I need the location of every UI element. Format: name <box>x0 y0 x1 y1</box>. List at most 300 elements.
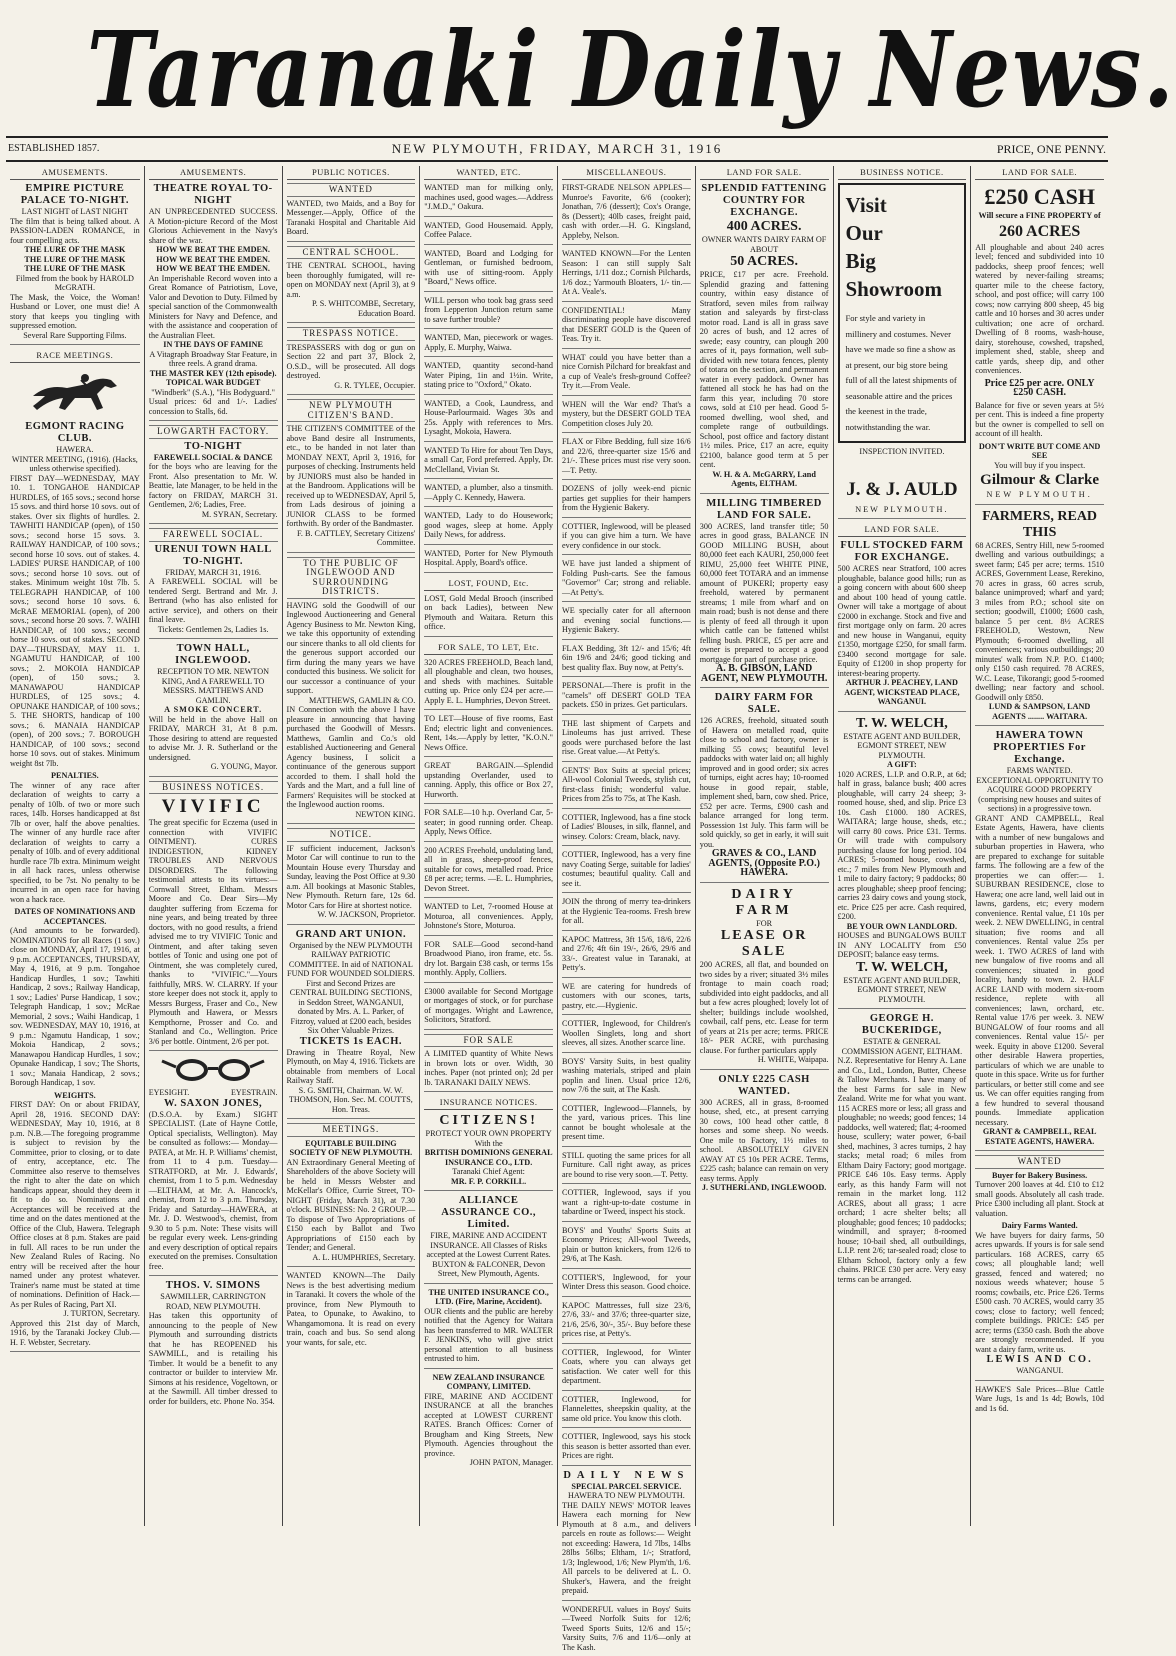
ad-heading: NOTICE. <box>287 828 416 842</box>
ad-buy: You will buy if you inspect. <box>975 461 1104 471</box>
ad-title: THOS. V. SIMONS <box>149 1280 278 1292</box>
column-land-for-sale-1 <box>695 166 833 1526</box>
ad-signature: GRAVES & CO., LAND AGENTS, (Opposite P.O.) HAWERA. <box>700 849 829 878</box>
misc-item: COTTIER, Inglewood, says his stock this season is better assorted than ever. Prices are right. <box>562 1432 691 1466</box>
penalties-heading: PENALTIES. <box>10 771 140 781</box>
ad-line: THE LURE OF THE MASK <box>10 245 140 255</box>
ad-text: FIRE, MARINE AND ACCIDENT INSURANCE. All Classes of Risks accepted at the Lowest Current Rates. <box>424 1231 553 1260</box>
misc-item: COTTIER, Inglewood, says if you want a right-up-to-date costume in tabardine or Tweed, inspect his stock. <box>562 1188 691 1222</box>
wanted-item: WANTED, a plumber, also a tinsmith.—Apply C. Kennedy, Hawera. <box>424 483 553 507</box>
auld-place: NEW PLYMOUTH. <box>838 505 967 515</box>
eyesight-label: EYESIGHT. <box>149 1088 190 1098</box>
ad-sub: FARMS WANTED. <box>975 766 1104 776</box>
ad-line: "Windberk" (S.A.), "His Bodyguard." <box>149 388 278 398</box>
lost-item: LOST, Gold Medal Brooch (inscribed on back Ladies), between New Plymouth and Waitara. Return this office. <box>424 594 553 637</box>
ad-title: FULL STOCKED FARM FOR EXCHANGE. <box>838 540 967 564</box>
ad-title: TOWN HALL, INGLEWOOD. <box>149 643 278 667</box>
wanted-item: WANTED, Good Housemaid. Apply, Coffee Palace. <box>424 221 553 245</box>
column-heading: MISCELLANEOUS. <box>562 166 691 180</box>
welch-ad <box>838 716 967 1010</box>
simons-sawmill-ad <box>149 1280 278 1410</box>
ad-text: An Imperishable Record woven into a Great Romance of Patriotism, Love, Valor and Devotion to Duty. Filmed by special sanction of the Commonwealth Ministers for Navy and Defence, and with the assistance and cooperation of the Australian Fleet. <box>149 274 278 340</box>
column-miscellaneous <box>557 166 695 1526</box>
farmers-ad <box>975 509 1104 727</box>
ad-text: 300 ACRES, land transfer title; 50 acres in good grass, BALANCE IN GOOD MILLING BUSH, about 80,000 feet each KAURI, 250,000 feet RIMU, 25,000 feet WHITE PINE, 60,000 feet TOTARA and an immense amount of PUKERI; property easy freehold, watered by permanent streams; 1 mile from wharf and on main road; bush is not dense and there is plenty of feed all through it upon which cattle can be fattened whilst felling bush. PRICE, £5 per acre and owner is prepared to accept a good mortgage for part of purchase price. <box>700 522 829 664</box>
egmont-racing-ad <box>10 421 140 1352</box>
sale-item: TO LET—House of five rooms, East End; electric light and conveniences. Rent, 14s.—Apply by letter, "K.O.N." News Office. <box>424 714 553 757</box>
empire-picture-ad <box>10 183 140 345</box>
ad-heading: CENTRAL SCHOOL. <box>287 246 416 260</box>
lowgarth-factory-ad <box>149 425 278 524</box>
ad-text: Organised by the NEW PLYMOUTH RAILWAY PATRIOTIC COMMITTEE. In aid of NATIONAL FUND FOR WOUNDED SOLDIERS. First and Second Prizes are CENTRAL BUILDING SECTIONS, in Seddon Street, WANGANUI, donated by Mrs. A. L. Parker, of Fitzroy, valued at £200 each, besides Six Other Valuable Prizes. <box>287 941 416 1036</box>
ad-names: S. G. SMITH, Chairman. W. W. THOMSON, Hon. Sec. M. COUTTS, Hon. Treas. <box>287 1086 416 1115</box>
ad-heading: NEW PLYMOUTH CITIZEN'S BAND. <box>287 399 416 422</box>
misc-item: FLAX Bedding, 3ft 12/- and 15/6; 4ft 6in 19/6 and 24/6; good ticking and best quality flax. Buy now, at Petty's. <box>562 644 691 678</box>
sale-item: FOR SALE—Good second-hand Broadwood Piano, iron frame, etc. 5s. dry lot. Bargain £38 cash, or terms 15s monthly. Apply, Colliers. <box>424 940 553 983</box>
ad-text: 300 ACRES, all in grass, 8-roomed house, shed, etc., at present carrying 30 cows, 100 head other cattle, 8 horses and some sheep. No weeds. One mile to Factory, 1½ miles to school. <box>700 1098 829 1155</box>
ad-sub: FAREWELL SOCIAL & DANCE <box>149 453 278 463</box>
misc-item: WANTED KNOWN—For the Lenten Season: I can still supply Salt Herrings, 1/11 doz.; Cornish Pilchards, 1/6 doz.; Yarmouth Bloaters, 1/- tin.—At A. Veale's. <box>562 249 691 302</box>
misc-item: COTTIER, Inglewood, has a very fine navy Coating Serge, suitable for ladies' costumes; beautiful quality. Call and see it. <box>562 850 691 893</box>
ad-dont: DON'T WRITE BUT COME AND SEE <box>975 442 1104 461</box>
ad-title: VIVIFIC <box>149 796 278 818</box>
masthead <box>0 0 1114 140</box>
stocked-farm-ad <box>838 540 967 712</box>
column-public-notices <box>282 166 420 1526</box>
showroom-word: Showroom <box>846 275 959 303</box>
sale-item: 200 ACRES Freehold, undulating land, all in grass, sheep-proof fences, suitable for cows, metalled road. Price £8 per acre; terms. —E. L. Humphries, Devon Street. <box>424 846 553 899</box>
misc-item: COTTIER, Inglewood, has a fine stock of Ladies' Blouses, in silk, flannel, and winsey. Colors: Cream, black, navy. <box>562 813 691 847</box>
section-heading: LOST, FOUND, Etc. <box>424 577 553 591</box>
ad-text: All ploughable and about 240 acres level; fenced and subdivided into 10 paddocks, sheep proof fences; well watered by never-failing streams; quarter mile to the cheese factory, school, and post office; will carry 100 cows; now carrying 800 sheep, 45 big cattle and 10 horses and 30 acres under cultivation; one acre of orchard. Dwelling of 8 rooms, wash-house, dairy, storehouse, cowshed, trapshed, implement shed, stable, sheep and cattle yards, sheep dip, and other conveniences. <box>975 243 1104 376</box>
ad-signature: M. SYRAN, Secretary. <box>149 510 278 520</box>
ad-heading: FAREWELL SOCIAL. <box>149 528 278 542</box>
ad-signature: A. B. GIBSON, LAND AGENT, NEW PLYMOUTH. <box>700 664 829 683</box>
wanted-item: WANTED To Hire for about Ten Days, a small Car, Ford preferred. Apply, Dr. McClelland, Vivian St. <box>424 446 553 480</box>
ad-heading: BUSINESS NOTICES. <box>149 781 278 795</box>
hawera-properties-ad <box>975 730 1104 1151</box>
hospital-wanted-notice <box>287 183 416 242</box>
section-heading: LAND FOR SALE. <box>838 523 967 537</box>
ad-signature: NEWTON KING. <box>287 810 416 820</box>
ad-line: Several Rare Supporting Films. <box>10 331 140 341</box>
wanted-item: WANTED, quantity second-hand Water Piping, 1in and 1½in. Write, stating price to "Oxford," Okato. <box>424 361 553 395</box>
ad-line: THE LURE OF THE MASK <box>10 264 140 274</box>
auld-ad <box>838 447 967 519</box>
ad-line: HOW WE BEAT THE EMDEN. <box>149 245 278 255</box>
showroom-word: Our <box>846 219 959 247</box>
ad-title: LEASE OR SALE <box>700 928 829 960</box>
ad-text: 68 ACRES, Sentry Hill, new 5-roomed dwelling and various outbuildings; a sweet farm; £45 per acre; terms. 1510 ACRES, Government Lease, Rerekino, 70 acres in grass, 60 acres scrub, balance unimproved; wharf and yard; 3 miles from P.O.; school site on section; goodwill, £1000; £600 cash, balance 5 per cent. 8½ ACRES FREEHOLD, Westown, New Plymouth; 6-roomed dwelling, all conveniences; various outbuildings; 20 minutes' walk from N.P. P.O. £1400; only £150 cash required. 78 ACRES, W.C. Lease, Tikorangi; good 5-roomed dwelling; near factory and school. Goodwill only £850. <box>975 541 1104 702</box>
bakery-wanted-ad <box>975 1155 1104 1381</box>
ad-agent: MR. F. P. CORKILL. <box>424 1177 553 1187</box>
wanted-item: WANTED, Porter for New Plymouth Hospital. Apply, Board's office. <box>424 549 553 573</box>
ad-phone: Phone No. 354. <box>224 1397 275 1406</box>
ad-text: AN Extraordinary General Meeting of Shareholders of the above Society will be held in Messrs Webster and McKellar's Office, Currie Street, TO-NIGHT (Friday, March 31), at 7.30 o'clock. BUSINESS: No. 2 GROUP.—To dispose of Two Appropriations of £150 each by Ballot and Two Appropriations of £150 each by Tender; and General. <box>287 1158 416 1253</box>
wanted-item: WANTED man for milking only, machines used, good wages.—Address "J.M.D.," Oakura. <box>424 183 553 217</box>
ad-price: Price £25 per acre. ONLY £250 CASH. <box>975 379 1104 398</box>
parcel-service-ad <box>562 1470 691 1601</box>
newsprint-sale <box>424 1034 553 1093</box>
wanted-item: WANTED, Board and Lodging for Gentleman, or furnished bedroom, with use of sitting-room. Apply "Board," News office. <box>424 249 553 292</box>
buckeridge-ad <box>838 1013 967 1288</box>
lease-or-sale-ad <box>700 887 829 1070</box>
section-heading: FOR SALE, TO LET, Etc. <box>424 641 553 655</box>
urenui-social-ad <box>149 528 278 639</box>
ad-text: THE CENTRAL SCHOOL, having been thoroughly fumigated, will re-open on MONDAY next (April 3), at 9 a.m. <box>287 261 416 299</box>
column-heading: PUBLIC NOTICES. <box>287 166 416 180</box>
alliance-assurance-ad <box>424 1195 553 1284</box>
inglewood-reception-ad <box>149 643 278 777</box>
ad-text: OUR clients and the public are hereby notified that the Agency for Waitara has been transferred to MR. WALTER F. JENKINS, who will give strict personal attention to all business entrusted to him. <box>424 1307 553 1364</box>
eyestrain-label: EYESTRAIN. <box>231 1088 277 1098</box>
ad-signature: G. YOUNG, Mayor. <box>149 762 278 772</box>
ad-text: Turnover 200 loaves at 4d. £10 to £12 small goods. Absolutely all cash trade. Price £300 including all plant. Stock at valuation. <box>975 1180 1104 1218</box>
ad-sub: A SMOKE CONCERT. <box>149 705 278 715</box>
ad-heading: TO THE PUBLIC OF INGLEWOOD AND SURROUNDING DISTRICTS. <box>287 557 416 599</box>
ad-signature: LUND & SAMPSON, LAND AGENTS ........ WAITARA. <box>975 702 1104 721</box>
ad-title: T. W. WELCH, <box>838 716 967 732</box>
ad-sub: TO-NIGHT. <box>149 556 278 568</box>
ad-title: SPLENDID FATTENING COUNTRY FOR EXCHANGE. <box>700 183 829 219</box>
ad-line: A Vitagraph Broadway Star Feature, in three reels. A grand drama. <box>149 350 278 369</box>
ad-text: N.Z. Representative for Henry A. Lane and Co., Ltd., London, Butter, Cheese & Tallow Merchants. I have many of the best Farms for sale in New Zealand. Write me for what you want. 115 ACRES more or less; all grass and ploughable; no weeds; good fences; 14 paddocks, well watered; flat; 4-roomed house, scullery; water power, 6-bail shed, machines, 3 acres turnips, 2 hay stacks; metal road; 6 miles from Eltham Dairy Factory; good mortgage. PRICE £46 10s. Easy terms. Apply early, as this handy Farm will not remain in the market long. 112 ACRES, about all grass; 1 acre orchard; 1 acre shelter belts; all ploughable; good fences; 10 paddocks; windmill, and sprayer; 8-roomed house; 10-bail shed, all outbuildings, L.I.P. rent 2/6; tar-sealed road; close to Eltham School, factory only a few chains. PRICE £30 per acre. Very easy terms can be arranged. <box>838 1056 967 1284</box>
ad-signature: MATTHEWS, GAMLIN & CO. <box>287 696 416 706</box>
ad-with: With the <box>424 1139 553 1149</box>
ad-sub: OWNER WANTS DAIRY FARM OF ABOUT <box>700 235 829 254</box>
ad-title: Dairy Farms Wanted. <box>975 1221 1104 1231</box>
ad-text: 200 ACRES, all flat, and bounded on two sides by a river; situated 3½ miles frontage to main coach road; subdivided into eight paddocks, and all but a few acres ploughed; lovely lot of shelter; buildings include woolshed, cowbail, calf pens, etc. Lease for term of years at 21s per acre; terms. PRICE 18/- PER ACRE, with purchasing clause. For further particulars apply <box>700 960 829 1055</box>
column-heading: WANTED, ETC. <box>424 166 553 180</box>
dateline-rule <box>6 160 1108 162</box>
ad-signature: J. TURTON, Secretary. <box>10 1309 140 1319</box>
ad-text: Has taken this opportunity of announcing to the people of New Plymouth and surrounding districts that he has REOPENED his SAWMILL, and is retailing his Timber. It would be a benefit to any contractor or builder to interview Mr. Simons at his residence, Vogeltown, or at the Sawmill. All timber dressed to order for builders, etc. <box>149 1311 278 1406</box>
ad-title: DAIRY FARM FOR SALE. <box>700 692 829 716</box>
ad-text: 500 ACRES near Stratford, 100 acres ploughable, balance good hills; run as a going concern with about 600 sheep and about 100 head of young cattle. Owner will take a mortgage of about £2000 in exchange. Stock and five and first mortgage only on farm. 20 acres and new house in Wanganui, equity £1350, mortgage £250, for small farm. £3400 second mortgage for sale. Equity of £1200 in shop property for interest-bearing property. <box>838 564 967 678</box>
ad-signature-sub: ESTATE AGENT AND BUILDER, EGMONT STREET, NEW PLYMOUTH. <box>838 976 967 1005</box>
ad-signature: A. L. HUMPHRIES, Secretary. <box>287 1253 416 1263</box>
ad-title: NEW ZEALAND INSURANCE COMPANY, LIMITED. <box>424 1373 553 1392</box>
spectacles-icon <box>158 1055 268 1085</box>
sale-item: 320 ACRES FREEHOLD, Beach land, all ploughable and clean, two houses, and sheds with machines. Suitable cutting up. Price only £24 per acre.—Apply E. L. Humphries, Devon Street. <box>424 658 553 711</box>
loan-item: £3000 available for Second Mortgage or mortgages of stock, or for purchase of mortgages. Wright and Lawrence, Solicitors, Stratford. <box>424 987 553 1030</box>
ad-text: for the boys who are leaving for the Front. Also presentation to Mr. W. Beattie, late Manager, to be held in the factory on FRIDAY, MARCH 31. Gentlemen, 2/6; Ladies, Free. <box>149 462 278 509</box>
dairy-farm-sale-ad <box>700 692 829 883</box>
saxon-jones-ad <box>149 1055 278 1276</box>
milling-timber-ad <box>700 498 829 689</box>
ad-title: THEATRE ROYAL TO-NIGHT <box>149 183 278 207</box>
column-heading: AMUSEMENTS. <box>10 166 140 180</box>
sale-item: WANTED to Let, 7-roomed House at Moturoa, all conveniences. Apply, Johnstone's Store, Moturoa. <box>424 902 553 936</box>
showroom-word: Visit <box>846 191 959 219</box>
ad-title: MILLING TIMBERED LAND FOR SALE. <box>700 498 829 522</box>
ad-title: CITIZENS! <box>424 1113 553 1129</box>
ad-text: IF sufficient inducement, Jackson's Motor Car will continue to run to the Mountain House every Thursday and Sunday, leaving the Post Office at 9.30 a.m. All bookings at Masonic Stables, New Plymouth. Return fare, 12s 6d. Motor Cars for Hire at shortest notice. <box>287 844 416 910</box>
ad-agent-label: Taranaki Chief Agent: <box>424 1167 553 1177</box>
ad-line: The Mask, the Voice, the Woman! Husband or Lover, one must die! A story that keeps you tingling with suppressed emotion. <box>10 293 140 331</box>
ad-title: DAIRY FARM <box>700 887 829 919</box>
misc-item: KAPOC Mattresses, full size 23/6, 27/6, 33/- and 37/6; three-quarter size, 21/6, 25/6, 30/-, 35/-. Buy before these prices rise, at Petty's. <box>562 1301 691 1344</box>
ad-text: 126 ACRES, freehold, situated south of Hawera on metalled road, quite close to school and factory, owner is milking 55 cows; beautiful level paddocks with water laid on; all highly improved and in good order; six acres of turnips, eight acres hay; 10-roomed house in good repair, stable, implement shed, barn, cow shed. Price, £52 per acre. Terms, £900 cash and balance arranged for long term. Possession 1st July. This farm will be sold quickly, so get in early, it will suit you. <box>700 716 829 849</box>
ad-signature: J. SUTHERLAND, INGLEWOOD. <box>700 1183 829 1193</box>
ad-sub: WINTER MEETING, (1916). (Hacks, unless otherwise specified). <box>10 455 140 474</box>
ad-heading: MEETINGS. <box>287 1123 416 1137</box>
ad-text: Will be held in the above Hall on FRIDAY, MARCH 31, At 8 p.m. Those desiring to attend are requested to advise Mr. J. R. Sutherland or the undersigned. <box>149 715 278 762</box>
ad-heading: FOR SALE <box>424 1034 553 1048</box>
showroom-word: Big <box>846 247 959 275</box>
ad-line: Filmed from the book by HAROLD McGRATH. <box>10 274 140 293</box>
misc-item: COTTIER, Inglewood, for Children's Woollen Singlets, long and short sleeves, all sizes. Another scarce line. <box>562 1019 691 1053</box>
ad-tickets: TICKETS 1s EACH. <box>287 1036 416 1048</box>
section-heading: RACE MEETINGS. <box>10 349 140 363</box>
ad-title: DAILY NEWS <box>562 1470 691 1482</box>
misc-item: THE last shipment of Carpets and Linoleums has just arrived. These goods were purchased before the last rise. Great value.—At Petty's. <box>562 719 691 762</box>
ad-line: HOW WE BEAT THE EMDEN. <box>149 255 278 265</box>
misc-item: GENTS' Box Suits at special prices; All-wool Colonial Tweeds, stylish cut, first-class finish; wonderful value. Prices from 25s to 75s, at The Kash. <box>562 766 691 809</box>
ad-text: WANTED, two Maids, and a Boy for Messenger.—Apply, Office of the Taranaki Hospital and Charitable Aid Board. <box>287 199 416 237</box>
misc-item: WE specially cater for all afternoon and evening social functions.—Hygienic Bakery. <box>562 606 691 640</box>
ad-signature: LEWIS AND CO. <box>975 1354 1104 1366</box>
misc-item: WHAT could you have better than a nice Cornish Pilchard for breakfast and a cup of Veale's fresh-ground Coffee? Try it.—From Veale. <box>562 353 691 396</box>
ad-line: LAST NIGHT of LAST NIGHT <box>10 207 140 217</box>
vivific-ad <box>149 781 278 1052</box>
ad-line: TOPICAL WAR BUDGET <box>149 378 278 388</box>
wanted-item: WANTED, Lady to do Housework; good wages, sleep at home. Apply Daily News, for address. <box>424 511 553 545</box>
misc-item: BOYS' Varsity Suits, in best quality washing materials, striped and plain poplin and linen. Usual price 12/6, now 7/6 the suit, at The Kash. <box>562 1057 691 1100</box>
ad-text: AN UNPRECEDENTED SUCCESS. A Motion-picture Record of the Most Glorious Achievement in the Navy's share of the war. <box>149 207 278 245</box>
ad-text: Usual prices: 6d and 1/-. Ladies' concession to Stalls, 6d. <box>149 397 278 416</box>
ad-text: FIRST DAY—WEDNESDAY, MAY 10. 1. TONGAHOE HANDICAP HURDLES, of 165 sovs.; second horse 15 sovs. and third horse 10 sovs. out of stakes. Over six flights of hurdles. 2. TAWHITI HANDICAP (open), of 150 sovs.; second horse 15 sovs. 3. RAILWAY HANDICAP, of 100 sovs.; second horse 10 sovs. out of stakes. 4. LADIES' PURSE HANDICAP, of 100 sovs.; second horse 10 sovs. out of stakes. Minimum weight 10st 7lb. 5. TELEGRAPH HANDICAP, of 100 sovs.; second horse 10 sovs. 6. McRAE MEMORIAL (open), of 200 sovs.; second horse 20 sovs. 7. WAIHI HANDICAP, of 100 sovs.; second horse 10 sovs. out of stakes. SECOND DAY—THURSDAY, MAY 11. 1. NGAMUTU HANDICAP, of 100 sovs.; 2. MOKOIA HANDICAP (open), of 150 sovs.; 3. MANAWAPOU HANDICAP HURDLES, of 125 sovs.; 4. OPUNAKE HANDICAP, of 100 sovs.; 5. THE SHORTS, handicap of 100 sovs.; 6. MANAIA HANDICAP (open), of 200 sovs.; 7. BOROUGH HANDICAP, of 100 sovs.; second horse 10 sovs. out of stakes. Minimum weight 8st 7lb. <box>10 474 140 768</box>
misc-item: KAPOC Mattress, 3ft 15/6, 18/6, 22/6 and 27/6; 4ft 6in 19/-, 26/6, 29/6 and 33/-. Greatest value in Taranaki, at Petty's. <box>562 935 691 978</box>
ad-tickets: Tickets: Gentlemen 2s, Ladies 1s. <box>149 625 278 635</box>
masthead-title: Taranaki Daily News. <box>87 14 1028 126</box>
misc-item: WHEN will the War end? That's a mystery, but the DESERT GOLD TEA Competition closes July 20. <box>562 400 691 434</box>
ad-text: The great specific for Eczema (used in connection with VIVIFIC OINTMENT). CURES INDIGESTION, KIDNEY TROUBLES AND NERVOUS DISORDERS. The following testimonial attests to its virtues:— Cornwall Street, Eltham. Messrs Moore and Co. Dear Sirs—My daughter suffering from Eczema for nine years, and being treated by three doctors, with no good results, a friend advised me to try VIVIFIC Tonic and Ointment, and after taking seven bottles of Tonic and using one pot of Ointment, she was completely cured, thanks to "VIVIFIC."—Yours faithfully, MRS. W. CLARRY. If your store keeper does not stock it, apply to Messrs Burgess, Fraser and Co., New Plymouth and Hawera, or Messrs Kempthorne, Prosser and Co. and Stanland and Co., Wellington. Price 3/6 per bottle. Ointment, 2/6 per pot. <box>149 818 278 1046</box>
ad-text: The winner of any race after declaration of weights to carry a penalty of 10lb. of two or more such races, 14lb. Horses handicapped at 8st 7lb or over, half the above penalties. The winner of any hurdle race after declaration of weights to carry a penalty of 10lb. and of every additional hurdle race 7lb extra. Minimum weight in all hack races, unless otherwise specified, to be 7st. No penalty to be incurred in an open race for having won a hack race. <box>10 781 140 904</box>
ad-sub: SAWMILLER, CARRINGTON ROAD, NEW PLYMOUTH. <box>149 1292 278 1311</box>
ad-heading: WANTED <box>975 1155 1104 1169</box>
column-business-notice <box>833 166 971 1526</box>
ad-text: HOUSES and BUNGALOWS BUILT IN ANY LOCALITY from £50 DEPOSIT; balance easy terms. <box>838 931 967 959</box>
ad-text: THE CITIZEN'S COMMITTEE of the above Band desire all Instruments, etc., to be handed in not later than MONDAY NEXT, April 3, 1916, for purposes of checking. Instruments held by JUNIORS must also be handed in at the Bandroom. Applications will be received up to WEDNESDAY, April 5, from Lads desirous of joining a JUNIOR CLASS to be formed forthwith. By order of the Bandmaster. <box>287 424 416 528</box>
price-note: PRICE, ONE PENNY. <box>997 142 1106 157</box>
ad-signature: T. W. WELCH, <box>838 960 967 976</box>
ad-signature: GRANT & CAMPBELL, REAL ESTATE AGENTS, HAWERA. <box>975 1127 1104 1146</box>
misc-item: COTTIER, Inglewood—Flannels, by the yard, various prices. This line cannot be bought wholesale at the present time. <box>562 1104 691 1147</box>
ad-text: GRANT AND CAMPBELL, Real Estate Agents, Hawera, have clients with a number of new bungalows and suburban properties in Hawera, who are prepared to exchange for suitable farms. The following are a few of the properties we can offer:— 1. SUBURBAN RESIDENCE, close to Hawera; one acre land, well laid out in lawns, gardens, etc; every modern convenience. Rental value, £1 10s per week. 2. NEW DWELLING, in central situation; five rooms and all conveniences. Rental value 25s per week. 1. TWO ACRES of land with new bungalow of five rooms and all conveniences; situated in good locality, handy to town. 2. HALF ACRE LAND with modern six-room residence, replete with all conveniences; lawn, orchard, etc. Rental value 17/6 per week. 3. NEW BUNGALOW of four rooms and all conveniences. Rental value 15/- per week. Equity in above £1200. Several other desirable Hawera properties, particulars of which we are unable to quote in this space. Write us for further particulars, or better still come and see us. We can offer equities ranging from a few hundred to several thousand pounds. Immediate application necessary. <box>975 814 1104 1127</box>
ad-line: IN THE DAYS OF FAMINE <box>149 340 278 350</box>
weights-heading: WEIGHTS. <box>10 1091 140 1101</box>
wanted-item: WANTED, a Cook, Laundress, and House-Parlourmaid. Wages 30s and 25s. Apply with references to Mrs. Lysaght, Mokoia, Hawera. <box>424 399 553 442</box>
ad-text: RECEPTION TO MR. NEWTON KING, And A FAREWELL TO MESSRS. MATTHEWS AND GAMLIN. <box>149 667 278 705</box>
ad-line: THE MASTER KEY (12th episode). <box>149 369 278 379</box>
misc-item: COTTIER, Inglewood, for Flannelettes, sheepskin quality, at the same old price. You know this cloth. <box>562 1395 691 1429</box>
column-amusements-2 <box>144 166 282 1526</box>
wanted-item: WILL person who took bag grass seed from Lepperton Junction return same to save further trouble? <box>424 296 553 330</box>
equitable-meeting-notice <box>287 1123 416 1267</box>
misc-item: WE are catering for hundreds of customers with our scones, tarts, pastry, etc.—Hygienic. <box>562 982 691 1016</box>
column-amusements-1 <box>6 166 144 1526</box>
trespass-notice <box>287 327 416 395</box>
ad-line: HOW WE BEAT THE EMDEN. <box>149 264 278 274</box>
sale-item: GREAT BARGAIN.—Splendid upstanding Overlander, used to canning. Apply, this office or Box 27, Hurworth. <box>424 761 553 804</box>
ad-text: (And amounts to be forwarded). NOMINATIONS for all Races (1 sov.) close on MONDAY, April 17, 1916, at 9 p.m. ACCEPTANCES, THURSDAY, May 4, 1916, at 9 p.m. Tongahoe Handicap Hurdles, 1 sov.; Tawhiti Handicap, 2 sovs.; Railway Handicap, 1 sov.; Ladies' Purse Handicap, 1 sov.; Telegraph Handicap, 1 sov.; McRae Memorial, 2 sovs.; Waihi Handicap, 1 sov. WEDNESDAY, MAY 10, 1916, at 9 p.m.: Ngamutu Handicap, 1 sov.; Mokoia Handicap, 2 sovs.; Manawapou Handicap Hurdles, 1 sov.; Opunake Handicap, 1 sov.; The Shorts, 1 sov.; Manaia Handicap, 2 sovs.; Borough Handicap, 1 sov. <box>10 926 140 1087</box>
misc-item: WE have just landed a shipment of Folding Push-carts. See the famous "Governor" Car; strong and reliable. —At Petty's. <box>562 559 691 602</box>
ad-signature: W. H. & A. McGARRY, Land Agents, ELTHAM. <box>700 470 829 489</box>
misc-item: COTTIER'S, Inglewood, for your Winter Dress this season. Good choice. <box>562 1273 691 1297</box>
ad-title: Buyer for Bakery Business. <box>975 1171 1104 1181</box>
ad-signature: W. W. JACKSON, Proprietor. <box>287 910 416 920</box>
section-heading: INSURANCE NOTICES. <box>424 1096 553 1110</box>
ad-title: GEORGE H. BUCKERIDGE, <box>838 1013 967 1037</box>
ad-signature: P. S. WHITCOMBE, Secretary, Education Board. <box>287 299 416 318</box>
ad-title: EQUITABLE BUILDING SOCIETY OF NEW PLYMOUTH. <box>287 1139 416 1158</box>
ad-sub: PROTECT YOUR OWN PROPERTY <box>424 1129 553 1139</box>
ad-for: FOR <box>700 919 829 929</box>
ad-acres: 50 ACRES. <box>700 254 829 270</box>
ad-title: ALLIANCE ASSURANCE CO., Limited. <box>424 1195 553 1231</box>
ad-gift: A GIFT: <box>838 760 967 770</box>
racehorse-illustration <box>27 366 123 418</box>
ad-text: Approved this 21st day of March, 1916, by the Taranaki Jockey Club.—H. F. Webster, Secretary. <box>10 1319 140 1347</box>
spacer <box>846 303 959 311</box>
column-heading: LAND FOR SALE. <box>700 166 829 180</box>
ad-title: GRAND ART UNION. <box>287 929 416 941</box>
ad-company: BRITISH DOMINIONS GENERAL INSURANCE CO., LTD. <box>424 1148 553 1167</box>
misc-item: DOZENS of jolly week-end picnic parties get supplies for their hampers from the Hygienic Bakery. <box>562 484 691 518</box>
ad-date: FRIDAY, MARCH 31, 1916. <box>149 568 278 578</box>
ad-text: TRESPASSERS with dog or gun on Section 22 and part 37, Block 2, O.S.D., will be prosecuted. All dogs destroyed. <box>287 343 416 381</box>
fattening-country-ad <box>700 183 829 494</box>
ad-signature: F. B. CATTLEY, Secretary Citizens' Committee. <box>287 529 416 548</box>
dateline: NEW PLYMOUTH, FRIDAY, MARCH 31, 1916 <box>8 141 1106 157</box>
column-heading: AMUSEMENTS. <box>149 166 278 180</box>
misc-item: WONDERFUL values in Boys' Suits—Tweed Norfolk Suits for 12/6; Tweed Sports Suits, 12/6 and 15/-; Varsity Suits, 7/6 and 11/6—only at The Kash. <box>562 1605 691 1656</box>
ad-text: HAVING sold the Goodwill of our Inglewood Auctioneering and General Agency Business to Mr. Newton King, we take this opportunity of extending our sincere thanks to all old clients for the generous support accorded our firm during the many years we have conducted this business. We solicit for our successor a continuance of your support. <box>287 601 416 696</box>
hawke-sale-ad: HAWKE'S Sale Prices—Blue Cattle Ware Jugs, 1s and 1s 4d; Bowls, 10d and 1s 6d. <box>975 1385 1104 1418</box>
sale-item: FOR SALE—10 h.p. Overland Car, 5-seater; in good running order. Cheap. Apply, News Office. <box>424 808 553 842</box>
ad-text: IN Connection with the above I have pleasure in announcing that having purchased the Goodwill of Messrs. Matthews, Gamlin and Co.'s old established Auctioneering and General Agency business, I solicit a continuance of the generous support accorded to them. I shall hold the Yards and the Mart, and a full line of Farmers' Requisites will be stocked at the Inglewood auction rooms. <box>287 705 416 809</box>
dates-heading: DATES OF NOMINATIONS AND ACCEPTANCES. <box>10 907 140 926</box>
misc-item: FIRST-GRADE NELSON APPLES—Munroe's Favorite, 6/6 (cooker); Jonathan, 7/6 (dessert); Cox's Orange, 8s (Dessert); 40lb cases, freight paid, cash with order.—H. G. Kingsland, Appleby, Nelson. <box>562 183 691 245</box>
citizens-band-notice <box>287 399 416 553</box>
cash-wanted-ad <box>700 1074 829 1197</box>
ad-text: ABSOLUTELY GIVEN AWAY AT £5 10s PER ACRE. Terms, £225 cash; balance can remain on very easy terms. Apply <box>700 1145 829 1183</box>
ad-title: FARMERS, READ THIS <box>975 509 1104 541</box>
ad-landlord: BE YOUR OWN LANDLORD. <box>838 922 967 932</box>
ad-signature: ARTHUR J. PEACHEY, LAND AGENT, WICKSTEAD PLACE, WANGANUI. <box>838 678 967 707</box>
ad-title: EGMONT RACING CLUB. <box>10 421 140 445</box>
ad-sub: Will secure a FINE PROPERTY of <box>975 211 1104 221</box>
gilmour-clarke-ad <box>975 183 1104 505</box>
misc-item: COTTIER, Inglewood, will be pleased if you can give him a turn. We have every confidence in our stock. <box>562 522 691 556</box>
misc-item: COTTIER, Inglewood, for Winter Coats, where you can always get satisfaction. We cater well for this department. <box>562 1348 691 1391</box>
misc-item: BOYS' and Youths' Sports Suits at Economy Prices; All-wool Tweeds, plain or button knickers, from 12/6 to 29/6, at The Kash. <box>562 1226 691 1269</box>
ad-signature: H. WHITE, Waipapa. <box>700 1055 829 1065</box>
eyesight-row <box>149 1088 278 1098</box>
ad-sub: SPECIAL PARCEL SERVICE. <box>562 1482 691 1492</box>
ad-place: HAWERA. <box>10 445 140 455</box>
ad-heading: LOWGARTH FACTORY. <box>149 425 278 439</box>
ad-text: A FAREWELL SOCIAL will be tendered Sergt. Bertrand and Mr. J. Bertrand (who has also enlisted for active service), and others on their final leave. <box>149 577 278 624</box>
central-school-notice <box>287 246 416 324</box>
ad-route: HAWERA TO NEW PLYMOUTH. <box>562 1491 691 1501</box>
masthead-rule <box>6 136 1108 138</box>
column-heading: BUSINESS NOTICE. <box>838 166 967 180</box>
ad-sub: ESTATE AGENT AND BUILDER, EGMONT STREET, NEW PLYMOUTH. <box>838 732 967 761</box>
ad-title: THE UNITED INSURANCE CO., LTD. (Fire, Marine, Accident). <box>424 1288 553 1307</box>
inglewood-public-notice <box>287 557 416 825</box>
daily-news-wanted-notice <box>287 1271 416 1351</box>
ad-line: THE LURE OF THE MASK <box>10 255 140 265</box>
ad-title: ONLY £225 CASH WANTED. <box>700 1074 829 1098</box>
misc-item: STILL quoting the same prices for all Furniture. Call right away, as prices are bound to rise very soon.—T. Petty. <box>562 1151 691 1185</box>
established-note: ESTABLISHED 1857. <box>8 143 99 154</box>
ad-place: NEW PLYMOUTH. <box>975 490 1104 500</box>
ad-title: EMPIRE PICTURE PALACE TO-NIGHT. <box>10 183 140 207</box>
ad-signature: BUXTON & FALCONER, Devon Street, New Plymouth, Agents. <box>424 1260 553 1279</box>
ad-text: Balance for five or seven years at 5½ per cent. This is indeed a fine property but the owner is compelled to sell on account of ill health. <box>975 401 1104 439</box>
ad-acres: 400 ACRES. <box>700 219 829 235</box>
ad-text: PRICE, £17 per acre. Freehold. Splendid grazing and fattening country, within easy distance of Stratford, seven miles from railway station and saleyards by first-class motor road. Land is all in grass save 20 acres of bush, and 12 acres of swede; easy country, can plough 200 acres of it, pays formation, well sub-divided with new totara fences, plenty of totara on the section, and permanent water in every paddock. Owner has fattened all stock he has had on the farm this year, including 70 store cows, sold at £10 per head. Good 5-roomed dwelling, wool shed, and complete range of outbuildings. School, post office and factory distant 1½ miles. Price, £17 an acre, equity £2100, balance good term at 5 per cent. <box>700 270 829 469</box>
column-heading: LAND FOR SALE. <box>975 166 1104 180</box>
ad-text: FIRST DAY: On or about FRIDAY, April 28, 1916. SECOND DAY: WEDNESDAY, May 10, 1916, at 8 p.m. N.B.—The foregoing programme is subject to revision by the Committee, prior to closing, or to date of entry, acceptance, etc. The Committee also reserve to themselves the right to alter the date on which handicaps appear, should they deem it fit to do so. Nominations and Acceptances will be received at the time and on the dates mentioned at the Office of the Club, Hawera. Telegraph Office closes at 8 p.m. Stakes are paid in full. All races to be run under the New Zealand Rules of Racing. No entry will be received after the hour named under any protest whatever. Trainer's name must be stated at time of nominations. Definition of Hack.—As per Rules of Racing, Part XI. <box>10 1100 140 1309</box>
ad-exceptional: EXCEPTIONAL OPPORTUNITY TO ACQUIRE GOOD PROPERTY (comprising new houses and suites of sections) in a progressive town. <box>975 776 1104 814</box>
ad-heading: TRESPASS NOTICE. <box>287 327 416 341</box>
wanted-item: WANTED, Man, piecework or wages. Apply, E. Murphy, Waiwa. <box>424 333 553 357</box>
nz-insurance-ad <box>424 1373 553 1472</box>
ad-text: Drawing in Theatre Royal, New Plymouth, on May 4, 1916. Tickets are obtainable from members of Local Railway Staff. <box>287 1048 416 1086</box>
ad-signature: Gilmour & Clarke <box>975 470 1104 490</box>
ad-heading: WANTED <box>287 183 416 197</box>
columns <box>6 166 1108 1526</box>
ad-text: We have buyers for dairy farms, 50 acres upwards. If yours is for sale send particulars. 168 ACRES, carry 65 cows; all ploughable land; well grassed, fenced and watered; no noxious weeds whatever; house 5 rooms; cowbails, etc. Price £26. Terms £500 cash. 70 ACRES, would carry 35 cows; close to factory; well fenced; complete buildings. PRICE: £45 per acre; terms (£350 cash. Both the above are strongly recommended. If you want a dairy farm, write us. <box>975 1231 1104 1354</box>
ad-signature: G. R. TYLEE, Occupier. <box>287 381 416 391</box>
column-wanted <box>419 166 557 1526</box>
ad-text: (D.S.O.A. by Exam.) SIGHT SPECIALIST. (Late of Hayne Cottle, Optical specialists, Wellington). May be consulted as follows:— Monday—PATEA, at Mr. H. P. Williams' chemist, from 11 to 4 p.m. Tuesday—STRATFORD, at Mr. J. Edwards', chemist, from 1 to 5 p.m. Wednesday—ELTHAM, at Mr. A. Hancock's, chemist, from 12 to 3 p.m. Thursday, Friday and Saturday—HAWERA, at Mr. J. D. Westwood's, chemist, from 9.30 to 5 p.m. Note: These visits will be regular every week. Lens-grinding and every description of optical repairs executed on the premises. Consultation free. <box>149 1110 278 1271</box>
misc-item: JOIN the throng of merry tea-drinkers at the Hygienic Tea-rooms. Fresh brew for all. <box>562 897 691 931</box>
ad-text: WANTED KNOWN—The Daily News is the best advertising medium in Taranaki. It covers the whole of the province, from New Plymouth to Patea, to Opunake, to Awakino, to Whangamomona. It is read on every train, coach and bus. So send along your wants, for sale, etc. <box>287 1271 416 1347</box>
misc-item: PERSONAL—There is profit in the "camels" off DESERT GOLD TEA packets. £50 in prizes. Get particulars. <box>562 681 691 715</box>
ad-text: THE DAILY NEWS' MOTOR leaves Hawera each morning for New Plymouth at 8 a.m., and delivers parcels en route as follows:— Weight not exceeding: Hawera, 1d 7lbs, 14lbs 28lbs 56lbs; Eltham, 1/-; Stratford, 1/3; Inglewood, 1/6; New Plym'th, 1/6. All parcels to be delivered at L. O. Shuker's, Hawera, and the freight prepaid. <box>562 1501 691 1596</box>
auld-name: J. & J. AULD <box>838 479 967 501</box>
united-insurance-ad <box>424 1288 553 1369</box>
inspection-note: INSPECTION INVITED. <box>838 447 967 457</box>
ad-title: HAWERA TOWN PROPERTIES For Exchange. <box>975 730 1104 766</box>
ad-title: URENUI TOWN HALL <box>149 544 278 556</box>
misc-item: CONFIDENTIAL! Many discriminating people have discovered that DESERT GOLD is the Queen of Teas. Try it. <box>562 306 691 349</box>
motor-car-notice <box>287 828 416 925</box>
column-land-for-sale-2 <box>970 166 1108 1526</box>
ad-sub: ESTATE & GENERAL COMMISSION AGENT, ELTHAM. <box>838 1037 967 1056</box>
british-dominions-ad <box>424 1113 553 1191</box>
misc-item: FLAX or Fibre Bedding, full size 16/6 and 22/6, three-quarter size 15/6 and 21/-. These prices must rise very soon.—T. Petty. <box>562 437 691 480</box>
ad-text: A LIMITED quantity of White News in brown lots or over. Width, 30 inches. Paper (not printed on); 2d per lb. TARANAKI DAILY NEWS. <box>424 1049 553 1087</box>
ad-line: The film that is being talked about. A PASSION-LADEN ROMANCE, in four compelling acts. <box>10 217 140 245</box>
ad-acres: 260 ACRES <box>975 221 1104 243</box>
dateline-bar <box>8 141 1106 159</box>
theatre-royal-ad <box>149 183 278 421</box>
ad-place: WANGANUI. <box>975 1366 1104 1376</box>
ad-title: W. SAXON JONES, <box>149 1098 278 1110</box>
ad-title: TO-NIGHT <box>149 441 278 453</box>
showroom-ad <box>838 183 967 443</box>
art-union-notice <box>287 929 416 1120</box>
ad-cash: £250 CASH <box>975 183 1104 211</box>
ad-text: FIRE, MARINE AND ACCIDENT INSURANCE at all the branches accepted at LOWEST CURRENT RATES. Branch Offices: Corner of Brougham and King Streets, New Plymouth. Agencies throughout the province. <box>424 1392 553 1458</box>
ad-signature: JOHN PATON, Manager. <box>424 1458 553 1468</box>
showroom-text: For style and variety in millinery and costumes. Never have we made so fine a show as at present, our big store being full of all the latest shipments of seasonable attire and the prices the keenest in the trade, notwithstanding the war. <box>846 311 959 435</box>
